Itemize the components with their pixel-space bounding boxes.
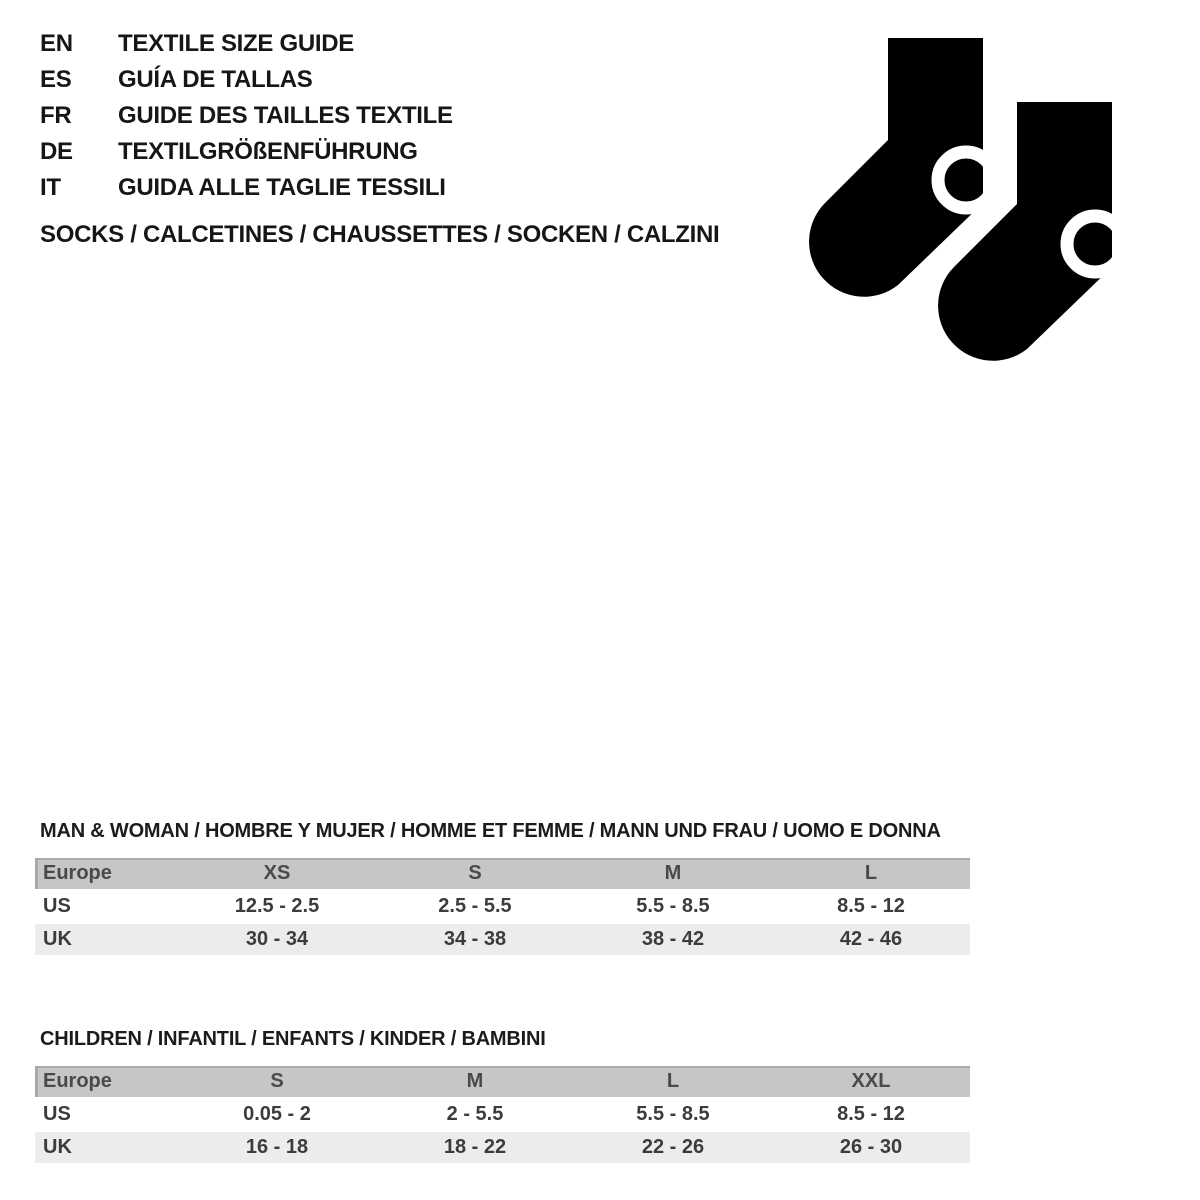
language-list <box>40 26 453 206</box>
size-value: 0.05 - 2 <box>243 1103 311 1125</box>
size-value: 34 - 38 <box>443 928 507 950</box>
size-value: 30 - 34 <box>245 928 309 950</box>
language-code: DE <box>40 138 73 165</box>
size-value: 38 - 42 <box>641 928 705 950</box>
language-row <box>40 134 453 170</box>
table-title: CHILDREN / INFANTIL / ENFANTS / KINDER / BAMBINI <box>40 1028 546 1050</box>
language-title: GUIDE DES TAILLES TEXTILE <box>118 102 453 129</box>
language-title: TEXTILE SIZE GUIDE <box>118 30 354 57</box>
language-row <box>40 170 453 206</box>
row-label: US <box>43 895 71 917</box>
language-title: GUÍA DE TALLAS <box>118 66 313 93</box>
size-value: 42 - 46 <box>839 928 903 950</box>
header-cell-size: XXL <box>851 1070 891 1092</box>
table-row <box>35 891 970 922</box>
language-row <box>40 98 453 134</box>
size-table-grid <box>35 1066 970 1163</box>
table-man-woman <box>35 820 970 957</box>
table-header-row <box>35 858 970 889</box>
size-value: 5.5 - 8.5 <box>636 1103 710 1125</box>
size-value: 26 - 30 <box>839 1136 903 1158</box>
size-value: 12.5 - 2.5 <box>234 895 320 917</box>
header-cell-region: Europe <box>43 862 112 884</box>
language-code: IT <box>40 174 61 201</box>
category-line: SOCKS / CALCETINES / CHAUSSETTES / SOCKEN / CALZINI <box>40 221 720 248</box>
size-value: 8.5 - 12 <box>837 895 905 917</box>
language-code: EN <box>40 30 73 57</box>
header-cell-size: S <box>468 862 482 884</box>
header-cell-size: M <box>664 862 682 884</box>
language-code: FR <box>40 102 72 129</box>
table-row <box>35 1132 970 1163</box>
table-header-row <box>35 1066 970 1097</box>
language-title: GUIDA ALLE TAGLIE TESSILI <box>118 174 446 201</box>
table-title: MAN & WOMAN / HOMBRE Y MUJER / HOMME ET FEMME / MANN UND FRAU / UOMO E DONNA <box>40 820 941 842</box>
header-cell-size: L <box>864 862 878 884</box>
header-cell-size: L <box>666 1070 680 1092</box>
size-value: 16 - 18 <box>245 1136 309 1158</box>
table-row <box>35 1099 970 1130</box>
row-label: UK <box>43 1136 72 1158</box>
header-cell-size: S <box>270 1070 284 1092</box>
table-children <box>35 1028 970 1165</box>
header-cell-size: XS <box>263 862 291 884</box>
socks-icon <box>800 28 1145 368</box>
language-code: ES <box>40 66 72 93</box>
size-value: 8.5 - 12 <box>837 1103 905 1125</box>
table-row <box>35 924 970 955</box>
row-label: US <box>43 1103 71 1125</box>
size-value: 2 - 5.5 <box>446 1103 504 1125</box>
size-table-grid <box>35 858 970 955</box>
row-label: UK <box>43 928 72 950</box>
header-cell-size: M <box>466 1070 484 1092</box>
size-value: 22 - 26 <box>641 1136 705 1158</box>
language-title: TEXTILGRÖßENFÜHRUNG <box>118 138 418 165</box>
size-value: 5.5 - 8.5 <box>636 895 710 917</box>
size-value: 2.5 - 5.5 <box>438 895 512 917</box>
language-row <box>40 26 453 62</box>
size-value: 18 - 22 <box>443 1136 507 1158</box>
header-cell-region: Europe <box>43 1070 112 1092</box>
language-row <box>40 62 453 98</box>
